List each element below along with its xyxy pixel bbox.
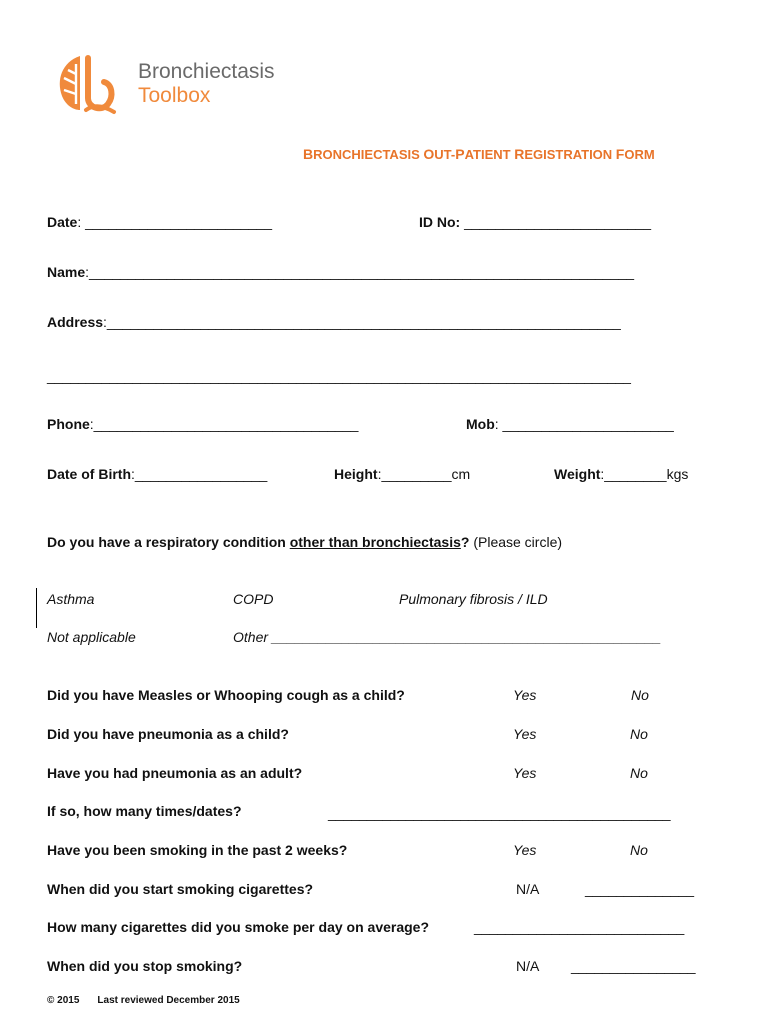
- weight-label: Weight: [554, 466, 601, 482]
- question-stop-smoking: When did you stop smoking?: [47, 958, 243, 974]
- answer-start-smoking-na[interactable]: N/A: [516, 881, 540, 897]
- weight-field: Weight:________kgs: [554, 466, 689, 482]
- option-other-label[interactable]: Other: [233, 629, 269, 645]
- date-input-line[interactable]: ________________________: [85, 214, 273, 230]
- answer-pneumonia-child-no[interactable]: No: [630, 726, 648, 742]
- form-title-part: R: [514, 146, 525, 162]
- question-times-dates: If so, how many times/dates?: [47, 803, 242, 819]
- form-title-part: P: [455, 146, 465, 162]
- option-other: [233, 629, 661, 645]
- weight-input-line[interactable]: ________: [604, 466, 667, 482]
- weight-unit: kgs: [666, 466, 689, 482]
- question-start-smoking: When did you start smoking cigarettes?: [47, 881, 314, 897]
- answer-pneumonia-child-yes[interactable]: Yes: [513, 726, 537, 742]
- form-title-part: F: [615, 146, 625, 162]
- phone-field: Phone:__________________________________: [47, 416, 359, 432]
- footer-reviewed: Last reviewed December 2015: [97, 995, 240, 1006]
- date-field: Date: ________________________: [47, 214, 273, 230]
- lung-leaf-logo-icon: [56, 52, 122, 116]
- start-smoking-input-line[interactable]: ______________: [585, 881, 695, 897]
- question-pneumonia-adult: Have you had pneumonia as an adult?: [47, 765, 303, 781]
- option-pulmonary-fibrosis[interactable]: Pulmonary fibrosis / ILD: [399, 591, 548, 607]
- respiratory-question: Do you have a respiratory condition other than bronchiectasis? (Please circle): [47, 534, 563, 550]
- dob-field: Date of Birth:_________________: [47, 466, 268, 482]
- date-label: Date: [47, 214, 78, 230]
- form-title-part: ORM: [624, 147, 655, 162]
- form-title: [303, 146, 770, 162]
- form-title-part: ATIENT: [464, 147, 515, 162]
- respiratory-note: (Please circle): [469, 534, 563, 550]
- times-dates-input-line[interactable]: ____________________________________________: [328, 805, 671, 821]
- height-label: Height: [334, 466, 378, 482]
- phone-label: Phone: [47, 416, 90, 432]
- brand-name-line1: Bronchiectasis: [138, 60, 275, 83]
- phone-input-line[interactable]: __________________________________: [93, 416, 359, 432]
- form-title-part: UT: [434, 147, 451, 162]
- answer-measles-no[interactable]: No: [631, 687, 649, 703]
- address-field: Address:__________________________________________________________________: [47, 314, 621, 330]
- form-title-part: RONCHIECTASIS: [313, 147, 424, 162]
- option-asthma[interactable]: Asthma: [47, 591, 95, 607]
- answer-smoking-no[interactable]: No: [630, 842, 648, 858]
- text-cursor: [36, 588, 37, 628]
- question-measles: Did you have Measles or Whooping cough as a child?: [47, 687, 405, 703]
- question-pneumonia-child: Did you have pneumonia as a child?: [47, 726, 289, 742]
- form-title-part: O: [423, 146, 435, 162]
- height-field: Height:_________cm: [334, 466, 471, 482]
- form-title-part: B: [303, 146, 314, 162]
- name-field: Name:______________________________________________________________________: [47, 264, 635, 280]
- answer-measles-yes[interactable]: Yes: [513, 687, 537, 703]
- answer-smoking-yes[interactable]: Yes: [513, 842, 537, 858]
- height-input-line[interactable]: _________: [381, 466, 452, 482]
- answer-pneumonia-adult-yes[interactable]: Yes: [513, 765, 537, 781]
- mob-label: Mob: [466, 416, 495, 432]
- brand-name-line2: Toolbox: [138, 84, 211, 107]
- option-copd[interactable]: COPD: [233, 591, 274, 607]
- form-title-part: -: [450, 147, 456, 162]
- question-cigarettes-per-day: How many cigarettes did you smoke per day on average?: [47, 919, 430, 935]
- form-title-part: EGISTRATION: [524, 147, 616, 162]
- question-smoking-2-weeks: Have you been smoking in the past 2 weeks?: [47, 842, 348, 858]
- id-no-label: ID No:: [419, 214, 465, 230]
- brand-logo: [56, 52, 296, 116]
- height-unit: cm: [451, 466, 471, 482]
- footer: [47, 995, 240, 1006]
- dob-label: Date of Birth: [47, 466, 131, 482]
- footer-copyright: © 2015: [47, 995, 80, 1006]
- option-not-applicable[interactable]: Not applicable: [47, 629, 136, 645]
- address-line2[interactable]: ___________________________________________________________________________: [47, 368, 631, 384]
- respiratory-question-emphasis: other than bronchiectasis: [289, 534, 461, 550]
- address-input-line[interactable]: __________________________________________________________________: [106, 314, 621, 330]
- stop-smoking-input-line[interactable]: ________________: [571, 958, 696, 974]
- id-no-input-line[interactable]: ________________________: [464, 214, 651, 230]
- mob-field: Mob: ______________________: [466, 416, 674, 432]
- answer-pneumonia-adult-no[interactable]: No: [630, 765, 648, 781]
- id-no-field: [419, 214, 651, 230]
- mob-input-line[interactable]: ______________________: [502, 416, 674, 432]
- dob-input-line[interactable]: _________________: [134, 466, 268, 482]
- address-label: Address: [47, 314, 104, 330]
- name-input-line[interactable]: ______________________________________________________________________: [89, 264, 635, 280]
- name-label: Name: [47, 264, 86, 280]
- option-other-line[interactable]: __________________________________________________: [271, 629, 662, 645]
- cigarettes-per-day-input-line[interactable]: ___________________________: [474, 919, 685, 935]
- answer-stop-smoking-na[interactable]: N/A: [516, 958, 540, 974]
